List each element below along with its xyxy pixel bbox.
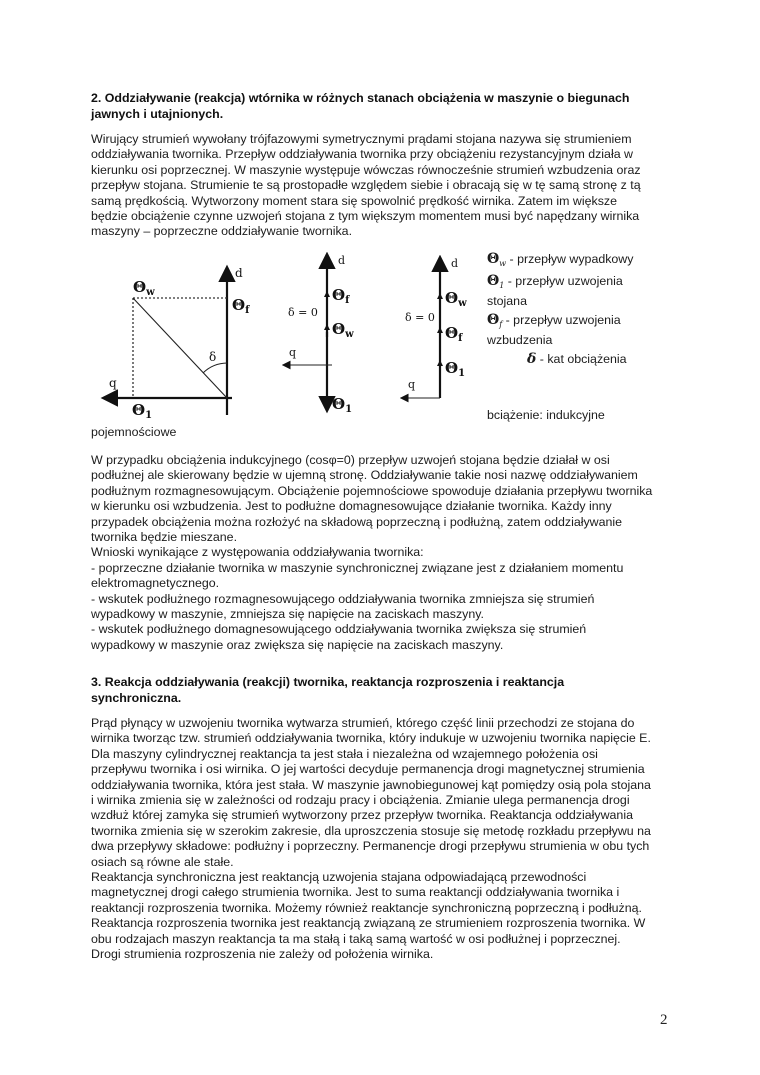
theta-1-label: $\Theta_1$ <box>132 401 153 421</box>
text-line: Reaktancja rozproszenia twornika jest reaktancją związaną ze strumieniem rozproszenia twornika. W <box>91 916 646 931</box>
text-line: przepływu twornika i osi wirnika. O jej wartości decyduje permanencja drogi magnetycznej strumienia <box>91 762 645 777</box>
section-3-heading <box>91 675 681 706</box>
axis-q-label: q <box>289 346 297 359</box>
heading-line: 3. Reakcja oddziaływania (reakcji) twornika, reaktancja rozproszenia i reaktancja <box>91 675 565 689</box>
text-line: magnetycznej drogi całego strumienia twornika. Jest to suma reaktancji oddziaływania twornika i <box>91 885 620 900</box>
theta-f-label: $\Theta_f$ <box>332 286 350 306</box>
legend-continuation: stojana <box>487 294 527 308</box>
text-line: maszyny – poprzeczne oddziaływanie twornika. <box>91 224 353 239</box>
text-line: osiach są równe ale stałe. <box>91 854 234 869</box>
text-line: przepływ stojana. Strumienie te są prostopadłe względem siebie i obracają się w tę samą stronę z tą <box>91 178 641 193</box>
text-line: reaktancji rozproszenia twornika. Możemy również reaktancje synchroniczną poprzeczną i podłużną. <box>91 900 642 915</box>
phasor-diagram-middle <box>280 252 370 417</box>
legend-item-theta-f: $\Theta_f$ - przepływ uzwojenia <box>487 312 621 329</box>
axis-d-label: d <box>235 266 243 280</box>
legend-item-theta-1: $\Theta_1$ - przepływ uzwojenia <box>487 273 623 290</box>
text-line: będzie obciążenie czynne uzwojeń stojana z tym większym momentem musi być napędzany wirnika <box>91 209 640 224</box>
section-2-heading <box>91 91 681 122</box>
text-line: i wirnika zmienia się w zależności od rodzaju pracy i obciążenia. Zmianie ulega permanencja drogi <box>91 793 630 808</box>
theta-1-label: $\Theta_1$ <box>332 395 353 415</box>
conclusion-item: - poprzeczne działanie twornika w maszynie synchronicznej związane jest z działaniem momentu <box>91 560 624 575</box>
text-line: kierunku osi poprzecznej. W maszynie występuje wówczas równocześnie strumień wzbudzenia oraz <box>91 162 641 177</box>
heading-line: synchroniczna. <box>91 690 182 705</box>
theta-w-label: $\Theta_w$ <box>133 278 155 298</box>
text-line: Reaktancja synchroniczna jest reaktancją uzwojenia stajana odpowiadającą przewodności <box>91 870 587 885</box>
text-line: wypadkowy w maszynie oraz zwiększa się napięcie na zaciskach maszyny. <box>91 637 504 652</box>
phasor-diagram-left <box>95 255 255 425</box>
theta-symbol: Θ <box>487 251 500 267</box>
text-line: dwa przepływy składowe: podłużny i poprzeczny. Permanencje drogi przepływu strumienia w obu tych <box>91 839 650 854</box>
text-line: oddziaływania twornika, która jest stała. W maszynie jawnobiegunowej kąt pomiędzy osią pola stojana <box>91 777 651 792</box>
theta-symbol: Θ <box>487 312 500 328</box>
text-line: Prąd płynący w uzwojeniu twornika wytwarza strumień, którego część linii przechodzi ze stojana do <box>91 716 635 730</box>
text-line: przypadek obciążenia można rozłożyć na składową poprzeczną i podłużną, zatem oddziaływanie <box>91 514 623 529</box>
text-line: elektromagnetycznego. <box>91 576 220 591</box>
legend-text: - przepływ wypadkowy <box>506 252 634 266</box>
theta-w-label: $\Theta_w$ <box>332 320 354 340</box>
section-3-body-paragraph <box>91 716 691 963</box>
section-2-body-paragraph <box>91 453 691 653</box>
text-line: Wirujący strumień wywołany trójfazowymi symetrycznymi prądami stojana nazywa się strumieniem <box>91 132 632 146</box>
caption-capacitive: pojemnościowe <box>91 425 177 439</box>
legend-text: - przepływ uzwojenia <box>502 313 621 327</box>
theta-symbol: Θ <box>487 273 500 289</box>
conclusions-heading: Wnioski wynikające z występowania oddziaływania twornika: <box>91 545 424 560</box>
legend-continuation: wzbudzenia <box>487 333 553 347</box>
theta-f-label: $\Theta_f$ <box>232 296 250 316</box>
phasor-diagram-right <box>398 255 488 405</box>
text-line: w kierunku osi wzbudzenia. Jest to podłużne domagnesowujące działanie twornika. Każdy inny <box>91 499 612 514</box>
caption-inductive: bciążenie: indukcyjne <box>487 408 605 422</box>
theta-w-label: $\Theta_w$ <box>445 289 467 309</box>
axis-d-label: d <box>338 254 346 267</box>
legend-text: - kat obciążenia <box>536 352 627 366</box>
page-number: 2 <box>660 1012 668 1028</box>
text-line: samą prędkością. Wytworzony moment stara się spowolnić prędkość wirnika. Zatem im większe <box>91 193 617 208</box>
legend-item-delta <box>487 352 687 370</box>
section-2-intro-paragraph <box>91 132 691 240</box>
text-line: W przypadku obciążenia indukcyjnego (cosφ=0) przepływ uzwojeń stojana będzie działał w osi <box>91 453 610 467</box>
legend-text: - przepływ uzwojenia <box>504 274 623 288</box>
delta-zero-label: δ = 0 <box>288 306 318 319</box>
text-line: oddziaływania twornika. Przepływ oddziaływania twornika przy obciążeniu rezystancyjnym działa w <box>91 147 633 162</box>
text-line: podłużnym rozmagnesowującym. Obciążenie pojemnościowe spowoduje działania przepływu twornika <box>91 483 653 498</box>
theta-f-label: $\Theta_f$ <box>445 324 463 344</box>
text-line: twornika będzie mieszane. <box>91 530 238 545</box>
text-line: Drogi strumienia rozproszenia nie zależy od położenia wirnika. <box>91 947 434 962</box>
theta-1-label: $\Theta_1$ <box>445 359 466 379</box>
conclusion-item: - wskutek podłużnego rozmagnesowującego oddziaływania twornika zmniejsza się strumień <box>91 591 595 606</box>
text-line: obu rodzajach maszyn reaktancja ta ma stałą i taką samą wartość w osi podłużnej i poprzecznej. <box>91 931 621 946</box>
heading-line: jawnych i utajnionych. <box>91 106 224 121</box>
delta-zero-label: δ = 0 <box>405 311 435 324</box>
legend-item-theta-w: $\Theta_w$ - przepływ wypadkowy <box>487 251 634 268</box>
text-line: twornika zmienia się w szerokim zakresie, dla uproszczenia stosuje się metodę rozkładu przepływu na <box>91 823 651 838</box>
text-line: wypadkowy w maszynie, zmniejsza się napięcie na zaciskach maszyny. <box>91 607 484 622</box>
text-line: podłużnej ale skierowany będzie w ujemną stronę. Oddziaływanie takie nosi nazwę oddziaływaniem <box>91 468 638 483</box>
axis-q-label: q <box>408 378 416 391</box>
axis-q-label: q <box>109 376 117 390</box>
delta-symbol: δ <box>527 351 537 367</box>
heading-line: 2. Oddziaływanie (reakcja) wtórnika w różnych stanach obciążenia w maszynie o biegunach <box>91 91 630 105</box>
text-line: wirnika tworząc tzw. strumień oddziaływania twornika, który indukuje w uzwojeniu twornika napięcie E. <box>91 731 651 746</box>
text-line: wzdłuż której zamyka się strumień wytworzony przez przepływ twornika. Reaktancja oddziaływania <box>91 808 633 823</box>
angle-delta-label: δ <box>209 350 217 364</box>
text-line: Dla maszyny cylindrycznej reaktancja ta jest stała i niezależna od wzajemnego położenia osi <box>91 746 598 761</box>
symbol-legend <box>487 252 687 370</box>
axis-d-label: d <box>451 257 459 270</box>
conclusion-item: - wskutek podłużnego domagnesowującego oddziaływania twornika zwiększa się strumień <box>91 622 587 637</box>
